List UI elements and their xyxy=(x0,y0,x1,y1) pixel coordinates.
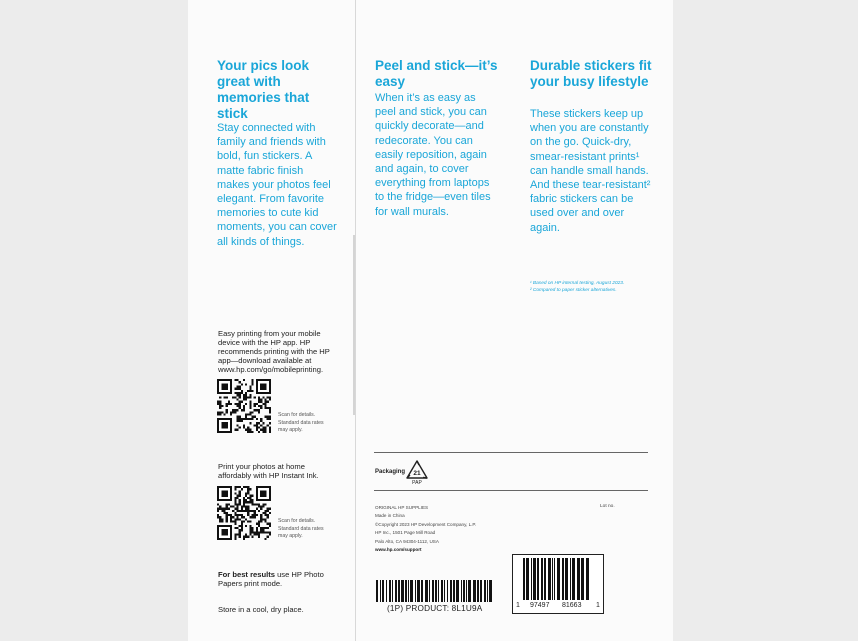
qr1-caption: Scan for details. Standard data rates may apply. xyxy=(278,412,324,433)
company-url[interactable]: www.hp.com/support xyxy=(375,547,422,553)
best-results-text xyxy=(218,570,338,588)
qr2-caption: Scan for details. Standard data rates may apply. xyxy=(278,518,324,539)
middle-body: When it’s as easy as peel and stick, you can quickly decorate—and redecorate. You can easily reposition, again and again, to cover everything from laptops to the fridge—even tiles for wall murals. xyxy=(375,92,491,218)
middle-heading: Peel and stick—it’s easy xyxy=(375,58,498,89)
company-line-3: ©Copyright 2023 HP Development Company, L.P. xyxy=(375,521,477,527)
footnote-1: ¹ Based on HP internal testing, August 2023. xyxy=(530,281,625,286)
best-results-rest: use HP Photo Papers print mode. xyxy=(218,570,324,588)
product-code: (1P) PRODUCT: 8L1U9A xyxy=(387,604,483,613)
packaging-label: Packaging xyxy=(375,469,406,475)
divider-bottom xyxy=(374,490,648,491)
upc-right-digits: 81663 xyxy=(562,602,582,609)
recycle-icon xyxy=(405,459,429,485)
company-line-5: Palo Alto, CA 94304-1112, USA xyxy=(375,538,439,544)
upc-lead-digit: 1 xyxy=(516,602,520,609)
company-line-4: HP Inc., 1501 Page Mill Road xyxy=(375,530,436,536)
right-heading: Durable stickers fit your busy lifestyle xyxy=(530,58,652,89)
upc-trail-digit: 1 xyxy=(596,602,600,609)
product-barcode xyxy=(376,580,494,602)
qr-code-instant-ink[interactable] xyxy=(217,486,271,540)
footnote-2: ² Compared to paper sticker alternatives. xyxy=(530,288,617,293)
company-line-1: ORIGINAL HP SUPPLIES xyxy=(375,505,429,510)
best-results-bold: For best results xyxy=(218,570,275,579)
recycle-code: PAP xyxy=(412,480,422,485)
company-line-2: Made in China xyxy=(375,513,405,519)
upc-left-digits: 97497 xyxy=(530,602,550,609)
instant-ink-text: Print your photos at home affordably with HP Instant Ink. xyxy=(218,462,319,480)
storage-text: Store in a cool, dry place. xyxy=(218,605,304,614)
left-body: Stay connected with family and friends with bold, fun stickers. A matte fabric finish makes your photos feel elegant. From favorite memories to cute kid moments, you can cover all kinds of things. xyxy=(217,122,337,248)
upc-barcode xyxy=(523,558,593,600)
left-heading: Your pics look great with memories that stick xyxy=(217,58,310,121)
lot-number-label: Lot no. xyxy=(600,504,615,509)
divider-top xyxy=(374,452,648,453)
fold-line xyxy=(353,235,355,415)
qr-code-mobile[interactable] xyxy=(217,379,271,433)
app-text: Easy printing from your mobile device with the HP app. HP recommends printing with the HP app—download available at www.hp.com/go/mobileprinting. xyxy=(218,329,330,374)
company-info xyxy=(375,504,515,554)
recycle-number: 21 xyxy=(413,470,421,477)
right-body: These stickers keep up when you are constantly on the go. Quick-dry, smear-resistant prints¹ can handle small hands. And these tear-resistant² fabric stickers can be used over and over again. xyxy=(530,108,651,234)
